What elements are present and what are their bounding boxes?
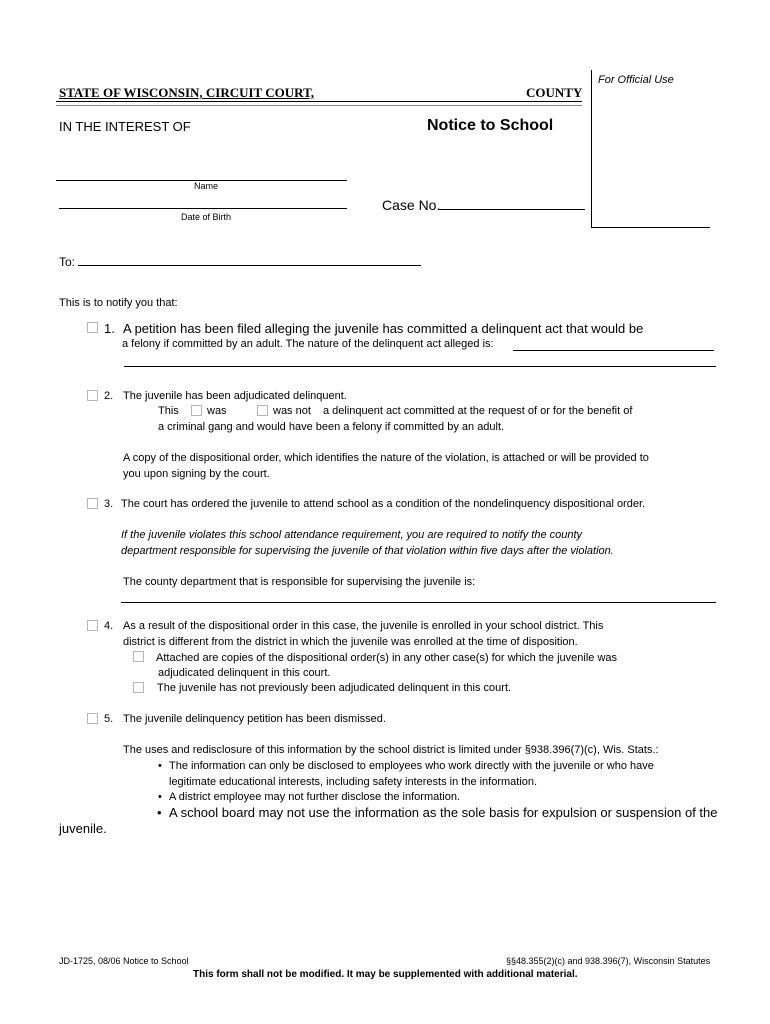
- item4-number: 4.: [104, 620, 114, 632]
- case-no-field[interactable]: [439, 209, 585, 210]
- dob-field[interactable]: [59, 208, 347, 209]
- item2-was-checkbox[interactable]: [191, 405, 202, 416]
- item3-line1: The court has ordered the juvenile to attend school as a condition of the nondelinquency dispositional order.: [121, 498, 646, 510]
- court-heading: STATE OF WISCONSIN, CIRCUIT COURT,: [59, 85, 315, 100]
- item4-opt1-line2: adjudicated delinquent in this court.: [158, 667, 331, 679]
- official-use-label: For Official Use: [598, 74, 674, 86]
- item4-line1: As a result of the dispositional order in this case, the juvenile is enrolled in your school district. This: [123, 620, 604, 632]
- name-label: Name: [194, 181, 219, 191]
- item4-opt2-checkbox[interactable]: [133, 682, 144, 693]
- item2-line1: The juvenile has been adjudicated delinquent.: [123, 390, 347, 402]
- official-use-bottom: [591, 227, 710, 228]
- uses-b1-line2: legitimate educational interests, including safety interests in the information.: [169, 776, 538, 788]
- uses-b3-line2: juvenile.: [59, 821, 107, 836]
- item4-line2: district is different from the district in which the juvenile was enrolled at the time of disposition.: [123, 636, 578, 648]
- bullet-1-icon: •: [158, 760, 162, 772]
- item3-number: 3.: [104, 498, 114, 510]
- bullet-2-icon: •: [158, 791, 162, 803]
- footer-statutes: §§48.355(2)(c) and 938.396(7), Wisconsin Statutes: [506, 956, 711, 966]
- item1-act-field[interactable]: [513, 350, 714, 351]
- item4-checkbox[interactable]: [87, 620, 98, 631]
- item2-was-not-label: was not: [273, 405, 311, 417]
- item5-number: 5.: [104, 713, 114, 725]
- item2-copy-line1: A copy of the dispositional order, which identifies the nature of the violation, is attached or will be provided to: [123, 452, 649, 464]
- item1-number: 1.: [104, 321, 115, 336]
- item1-act-field-2[interactable]: [124, 366, 716, 367]
- item4-opt2: The juvenile has not previously been adjudicated delinquent in this court.: [157, 682, 512, 694]
- footer-form-id: JD-1725, 08/06 Notice to School: [59, 956, 189, 966]
- item2-was-not-checkbox[interactable]: [257, 405, 268, 416]
- item2-was-label: was: [207, 405, 227, 417]
- item4-opt1-line1: Attached are copies of the dispositional order(s) in any other case(s) for which the juvenile was: [156, 652, 618, 664]
- dob-label: Date of Birth: [181, 212, 232, 222]
- item3-county-dept: The county department that is responsible for supervising the juvenile is:: [123, 576, 476, 588]
- item2-checkbox[interactable]: [87, 390, 98, 401]
- item3-checkbox[interactable]: [87, 498, 98, 509]
- bullet-3-icon: •: [157, 805, 162, 820]
- item3-italic1: If the juvenile violates this school attendance requirement, you are required to notify the county: [121, 529, 583, 541]
- item5-checkbox[interactable]: [87, 713, 98, 724]
- case-no-label: Case No.: [382, 197, 441, 213]
- intro-text: This is to notify you that:: [59, 297, 178, 309]
- county-label: COUNTY: [526, 85, 583, 100]
- item1-checkbox[interactable]: [87, 322, 98, 333]
- uses-intro: The uses and redisclosure of this information by the school district is limited under §938.396(7)(c), Wis. Stats.:: [123, 744, 659, 756]
- item4-opt1-checkbox[interactable]: [133, 651, 144, 662]
- to-label: To:: [59, 255, 76, 269]
- item2-line3: a criminal gang and would have been a felony if committed by an adult.: [158, 421, 505, 433]
- item5-line1: The juvenile delinquency petition has been dismissed.: [123, 713, 386, 725]
- item2-line2-rest: a delinquent act committed at the request of or for the benefit of: [323, 405, 633, 417]
- uses-b3-line1: A school board may not use the information as the sole basis for expulsion or suspension of the: [169, 805, 718, 820]
- to-field[interactable]: [78, 265, 421, 266]
- item1-line1: A petition has been filed alleging the juvenile has committed a delinquent act that would be: [123, 321, 644, 336]
- county-underline: [56, 101, 582, 102]
- item3-county-dept-field[interactable]: [121, 602, 716, 603]
- item3-italic2: department responsible for supervising the juvenile of that violation within five days after the violation.: [121, 545, 614, 557]
- official-use-divider: [591, 70, 592, 228]
- item1-line2: a felony if committed by an adult. The nature of the delinquent act alleged is:: [122, 338, 494, 350]
- footer-notice: This form shall not be modified. It may be supplemented with additional material.: [193, 969, 578, 980]
- item2-number: 2.: [104, 390, 114, 402]
- header-rule: [56, 105, 582, 106]
- interest-of-label: IN THE INTEREST OF: [59, 119, 191, 134]
- uses-b1-line1: The information can only be disclosed to employees who work directly with the juvenile or who have: [169, 760, 654, 772]
- uses-b2: A district employee may not further disclose the information.: [169, 791, 461, 803]
- page-title: Notice to School: [427, 117, 554, 134]
- item2-copy-line2: you upon signing by the court.: [123, 468, 270, 480]
- item2-this-label: This: [158, 405, 179, 417]
